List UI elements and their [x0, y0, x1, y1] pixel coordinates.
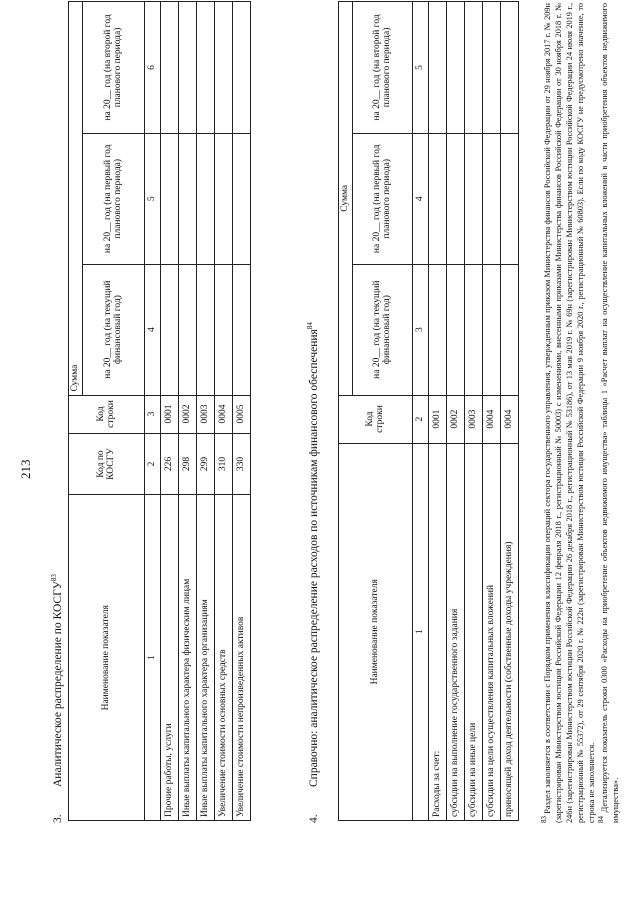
- footnote-83: [540, 3, 597, 823]
- index-cell: 5: [412, 2, 428, 134]
- index-cell: 5: [144, 133, 160, 264]
- kosgu-table: [68, 1, 251, 821]
- column-index-row: [144, 2, 160, 821]
- value-cell[interactable]: [178, 264, 196, 395]
- table-row: [214, 2, 232, 821]
- section-3-title: [50, 574, 64, 823]
- value-cell[interactable]: [500, 264, 518, 395]
- value-cell[interactable]: [196, 2, 214, 134]
- row-name: приносящей доход деятельности (собственные доходы учреждения): [500, 443, 518, 820]
- row-code: 0003: [196, 395, 214, 433]
- row-code: 0004: [500, 395, 518, 443]
- row-name: Увеличение стоимости основных средств: [214, 495, 232, 821]
- footnote-ref-84: 84: [306, 322, 314, 330]
- table-row: [178, 2, 196, 821]
- table-row: [196, 2, 214, 821]
- value-cell[interactable]: [196, 264, 214, 395]
- value-cell[interactable]: [178, 133, 196, 264]
- table-row: [160, 2, 178, 821]
- row-code: 0001: [160, 395, 178, 433]
- header-name: Наименование показателя: [339, 443, 413, 820]
- header-kosgu: Код по КОСГУ: [69, 433, 145, 495]
- value-cell[interactable]: [160, 133, 178, 264]
- index-cell: 2: [144, 433, 160, 495]
- row-code: 0005: [232, 395, 250, 433]
- row-kosgu: 299: [196, 433, 214, 495]
- table-row: [232, 2, 250, 821]
- value-cell[interactable]: [428, 264, 446, 395]
- table-row: [428, 2, 446, 821]
- index-cell: 4: [144, 264, 160, 395]
- row-name: Иные выплаты капитального характера физическим лицам: [178, 495, 196, 821]
- value-cell[interactable]: [482, 133, 500, 264]
- column-index-row: [412, 2, 428, 821]
- row-name: субсидии на цели осуществления капитальных вложений: [482, 443, 500, 820]
- value-cell[interactable]: [428, 2, 446, 134]
- index-cell: 3: [412, 264, 428, 395]
- value-cell[interactable]: [178, 2, 196, 134]
- row-code: 0001: [428, 395, 446, 443]
- table-row: [500, 2, 518, 821]
- header-name: Наименование показателя: [69, 495, 145, 821]
- header-sum: Сумма: [69, 2, 83, 396]
- footnote-ref-83: 83: [50, 574, 58, 582]
- index-cell: 3: [144, 395, 160, 433]
- index-cell: 1: [144, 495, 160, 821]
- financing-sources-table: [338, 1, 519, 821]
- value-cell[interactable]: [214, 133, 232, 264]
- value-cell[interactable]: [482, 264, 500, 395]
- header-col3: на 20__ год (на текущий финансовый год): [352, 264, 412, 395]
- row-code: 0004: [214, 395, 232, 433]
- index-cell: 4: [412, 133, 428, 264]
- row-code: 0004: [482, 395, 500, 443]
- value-cell[interactable]: [500, 133, 518, 264]
- table-row: [464, 2, 482, 821]
- section-4-title: [306, 322, 320, 823]
- value-cell[interactable]: [160, 264, 178, 395]
- row-code: 0002: [446, 395, 464, 443]
- section-3-title-text: Аналитическое распределение по КОСГУ: [51, 581, 64, 787]
- row-kosgu: 310: [214, 433, 232, 495]
- value-cell[interactable]: [464, 264, 482, 395]
- header-col4: на 20__ год (на текущий финансовый год): [82, 264, 144, 395]
- footnote-mark: 84: [597, 816, 606, 823]
- footnote-84: [597, 3, 622, 823]
- value-cell[interactable]: [214, 264, 232, 395]
- index-cell: 6: [144, 2, 160, 134]
- value-cell[interactable]: [482, 2, 500, 134]
- table-row: [482, 2, 500, 821]
- row-name: Иные выплаты капитального характера организациям: [196, 495, 214, 821]
- footnotes: [540, 3, 622, 823]
- page-number: 213: [18, 459, 33, 479]
- row-kosgu: 330: [232, 433, 250, 495]
- header-sum: Сумма: [339, 2, 353, 396]
- section-3-number: 3.: [51, 814, 64, 823]
- header-col5: на 20__ год (на первый год планового периода): [82, 133, 144, 264]
- row-code: 0003: [464, 395, 482, 443]
- value-cell[interactable]: [464, 133, 482, 264]
- header-col5: на 20__ год (на второй год планового периода): [352, 2, 412, 134]
- value-cell[interactable]: [214, 2, 232, 134]
- value-cell[interactable]: [428, 133, 446, 264]
- row-code: 0002: [178, 395, 196, 433]
- row-name: субсидии на иные цели: [464, 443, 482, 820]
- table-row: [446, 2, 464, 821]
- row-name: субсидии на выполнение государственного задания: [446, 443, 464, 820]
- value-cell[interactable]: [196, 133, 214, 264]
- value-cell[interactable]: [500, 2, 518, 134]
- section-4-number: 4.: [307, 814, 320, 823]
- row-kosgu: 226: [160, 433, 178, 495]
- header-col4: на 20__ год (на первый год планового периода): [352, 133, 412, 264]
- value-cell[interactable]: [446, 2, 464, 134]
- index-cell: 2: [412, 395, 428, 443]
- header-col6: на 20__ год (на второй год планового периода): [82, 2, 144, 134]
- value-cell[interactable]: [232, 133, 250, 264]
- row-kosgu: 298: [178, 433, 196, 495]
- row-name: Расходы за счет:: [428, 443, 446, 820]
- value-cell[interactable]: [446, 264, 464, 395]
- index-cell: 1: [412, 443, 428, 820]
- header-line-code: Код строки: [69, 395, 145, 433]
- row-name: Увеличение стоимости непроизведенных активов: [232, 495, 250, 821]
- value-cell[interactable]: [232, 264, 250, 395]
- value-cell[interactable]: [232, 2, 250, 134]
- row-name: Прочие работы, услуги: [160, 495, 178, 821]
- header-line-code: Код строки: [339, 395, 413, 443]
- footnote-text: Детализируется показатель строки 0300 «Расходы на приобретение объектов недвижимого имущества» таблицы 1 «Расчет выплат на осуществление капитальных вложений в части приобретения объектов недвижимого имущества».: [600, 2, 621, 823]
- footnote-mark: 83: [540, 816, 548, 823]
- footnote-text: Раздел заполняется в соответствии с Порядком применения классификации операций сектора государственного управления, утвержденным приказом Министерства финансов Российской Федерации от 29 ноября 2017 г. № 209н (зарегистрирован Министерством юстиции Российской Федерации 12 февраля 2018 г., регистрационный № 50003) с изменениями, внесенными приказами Министерства финансов Российской Федерации от 30 ноября 2018 г. № 246н (зарегистрирован Министерством юстиции Российской Федерации 26 декабря 2018 г., регистрационный № 53186), от 13 мая 2019 г. № 69н (зарегистрирован Министерством юстиции Российской Федерации 24 июля 2019 г., регистрационный № 55372), от 29 сентября 2020 г. № 222н (зарегистрирован Министерством юстиции Российской Федерации 9 ноября 2020 г., регистрационный № 60803). Если по коду КОСГУ не предусмотрено значение, то строка не заполняется.: [542, 3, 596, 823]
- value-cell[interactable]: [464, 2, 482, 134]
- value-cell[interactable]: [446, 133, 464, 264]
- section-4-title-text: Справочно: аналитическое распределение расходов по источникам финансового обеспечения: [307, 329, 320, 787]
- value-cell[interactable]: [160, 2, 178, 134]
